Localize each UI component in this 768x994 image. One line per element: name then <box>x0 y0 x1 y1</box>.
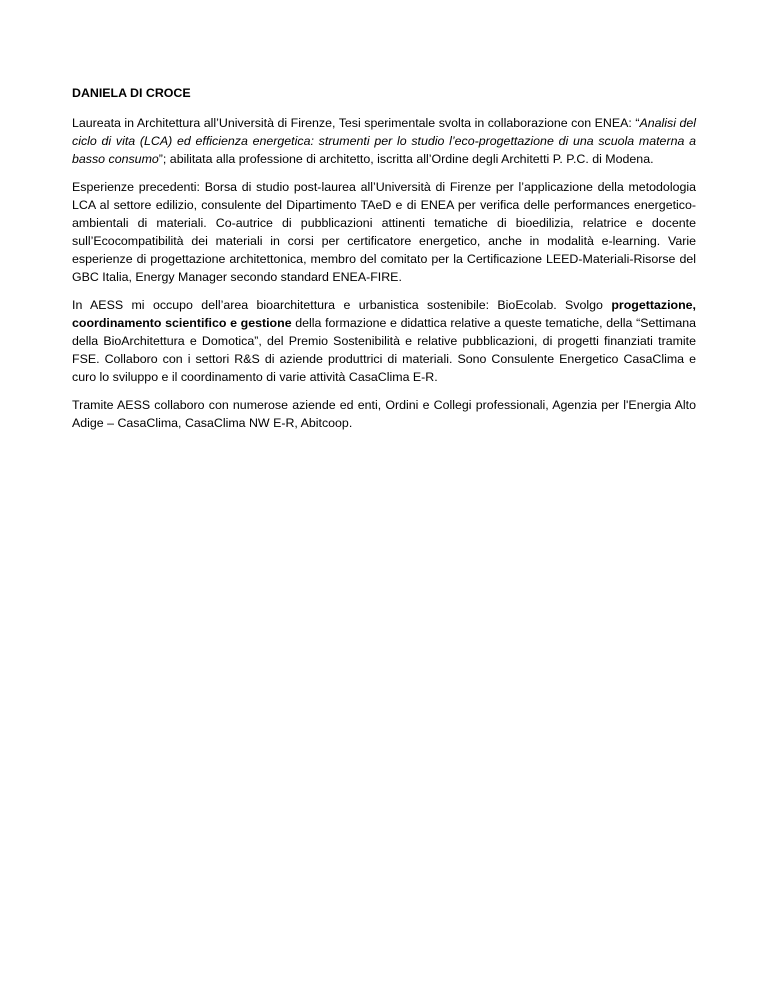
paragraph-collaborations: Tramite AESS collaboro con numerose aziende ed enti, Ordini e Collegi professionali, Agenzia per l'Energia Alto Adige – CasaClima, CasaClima NW E-R, Abitcoop. <box>72 398 696 430</box>
aess-role-tail: della formazione e didattica relative a queste tematiche, della “Settimana della BioArchitettura e Domotica”, del Premio Sostenibilità e relative pubblicazioni, di progetti finanziati tramite FSE. Collaboro con i settori R&S di aziende produttrici di materiali. Sono Consulente Energetico CasaClima e curo lo sviluppo e il coordinamento di varie attività CasaClima E-R. <box>72 316 696 384</box>
thesis-title: Analisi del ciclo di vita (LCA) ed efficienza energetica: strumenti per lo studio l’eco-progettazione di una scuola materna a basso consumo <box>72 116 696 166</box>
education-tail: ”; abilitata alla professione di architetto, iscritta all’Ordine degli Architetti P. P.C. di Modena. <box>158 152 654 166</box>
paragraph-education <box>72 114 696 168</box>
document-page <box>72 84 696 442</box>
aess-role-highlight: progettazione, coordinamento scientifico e gestione <box>72 298 696 330</box>
person-name: DANIELA DI CROCE <box>72 86 191 100</box>
education-lead: Laureata in Architettura all’Università di Firenze, Tesi sperimentale svolta in collaborazione con ENEA: “ <box>72 116 640 130</box>
aess-role-lead: In AESS mi occupo dell’area bioarchitettura e urbanistica sostenibile: BioEcolab. Svolgo <box>72 298 612 312</box>
paragraph-aess-role <box>72 296 696 386</box>
paragraph-experience: Esperienze precedenti: Borsa di studio post-laurea all’Università di Firenze per l’applicazione della metodologia LCA al settore edilizio, consulente del Dipartimento TAeD e di ENEA per verifica delle performances energetico-ambientali di materiali. Co-autrice di pubblicazioni attinenti tematiche di bioedilizia, relatrice e docente sull’Ecocompatibilità dei materiali in corsi per certificatore energetico, anche in modalità e-learning. Varie esperienze di progettazione architettonica, membro del comitato per la Certificazione LEED-Materiali-Risorse del GBC Italia, Energy Manager secondo standard ENEA-FIRE. <box>72 180 696 284</box>
